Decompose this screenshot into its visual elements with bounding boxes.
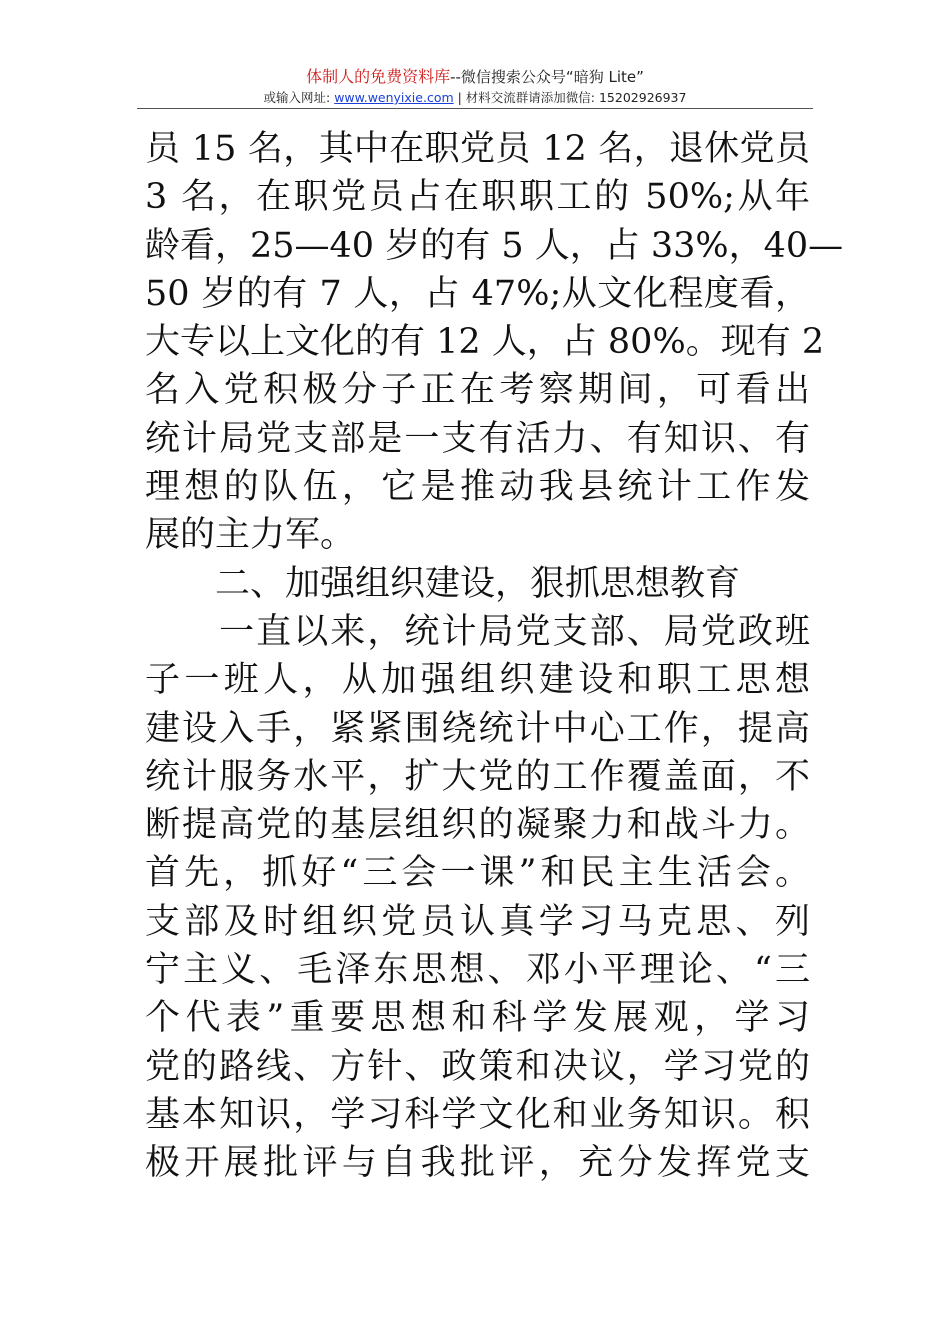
text-line: 龄看，25—40 岁的有 5 人，占 33%，40—	[145, 225, 844, 266]
site-prefix: 或输入网址:	[263, 90, 335, 105]
text-line: 基本知识，学习科学文化和业务知识。积	[145, 1094, 810, 1135]
text-line: 子一班人，从加强组织建设和职工思想	[145, 660, 810, 701]
header-divider	[137, 108, 813, 109]
document-body	[145, 125, 844, 1188]
text-line: 建设入手，紧紧围绕统计中心工作，提高	[145, 708, 810, 749]
text-line: 支部及时组织党员认真学习马克思、列	[145, 901, 810, 942]
contact-info: | 材料交流群请添加微信: 15202926937	[453, 90, 687, 105]
text-line: 断提高党的基层组织的凝聚力和战斗力。	[145, 805, 810, 846]
text-line: 理想的队伍，它是推动我县统计工作发	[145, 467, 810, 508]
brand-title: 体制人的免费资料库	[306, 67, 451, 86]
text-line: 首先，抓好“三会一课”和民主生活会。	[145, 853, 810, 894]
text-line: 展的主力军。	[145, 515, 356, 556]
text-line: 一直以来，统计局党支部、局党政班	[145, 611, 810, 652]
text-line: 员 15 名，其中在职党员 12 名，退休党员	[145, 129, 810, 169]
text-line: 统计局党支部是一支有活力、有知识、有	[145, 418, 810, 459]
header-title-line	[0, 67, 950, 87]
site-link[interactable]: www.wenyixie.com	[334, 90, 454, 105]
text-line: 统计服务水平，扩大党的工作覆盖面，不	[145, 756, 810, 797]
text-line: 3 名，在职党员占在职职工的 50%;从年	[145, 177, 810, 218]
text-line: 二、加强组织建设，狠抓思想教育	[145, 563, 741, 604]
text-line: 宁主义、毛泽东思想、邓小平理论、“三	[145, 950, 810, 991]
page-header	[0, 67, 950, 107]
text-line: 名入党积极分子正在考察期间，可看出	[145, 370, 810, 411]
text-line: 党的路线、方针、政策和决议，学习党的	[145, 1046, 810, 1087]
text-line: 极开展批评与自我批评，充分发挥党支	[145, 1143, 810, 1184]
header-tagline: --微信搜索公众号“暗狗 Lite”	[450, 68, 644, 86]
header-contact-line	[0, 89, 950, 107]
text-line: 50 岁的有 7 人，占 47%;从文化程度看，	[145, 273, 810, 314]
text-line: 个代表”重要思想和科学发展观，学习	[145, 998, 810, 1039]
text-line: 大专以上文化的有 12 人，占 80%。现有 2	[145, 322, 825, 363]
